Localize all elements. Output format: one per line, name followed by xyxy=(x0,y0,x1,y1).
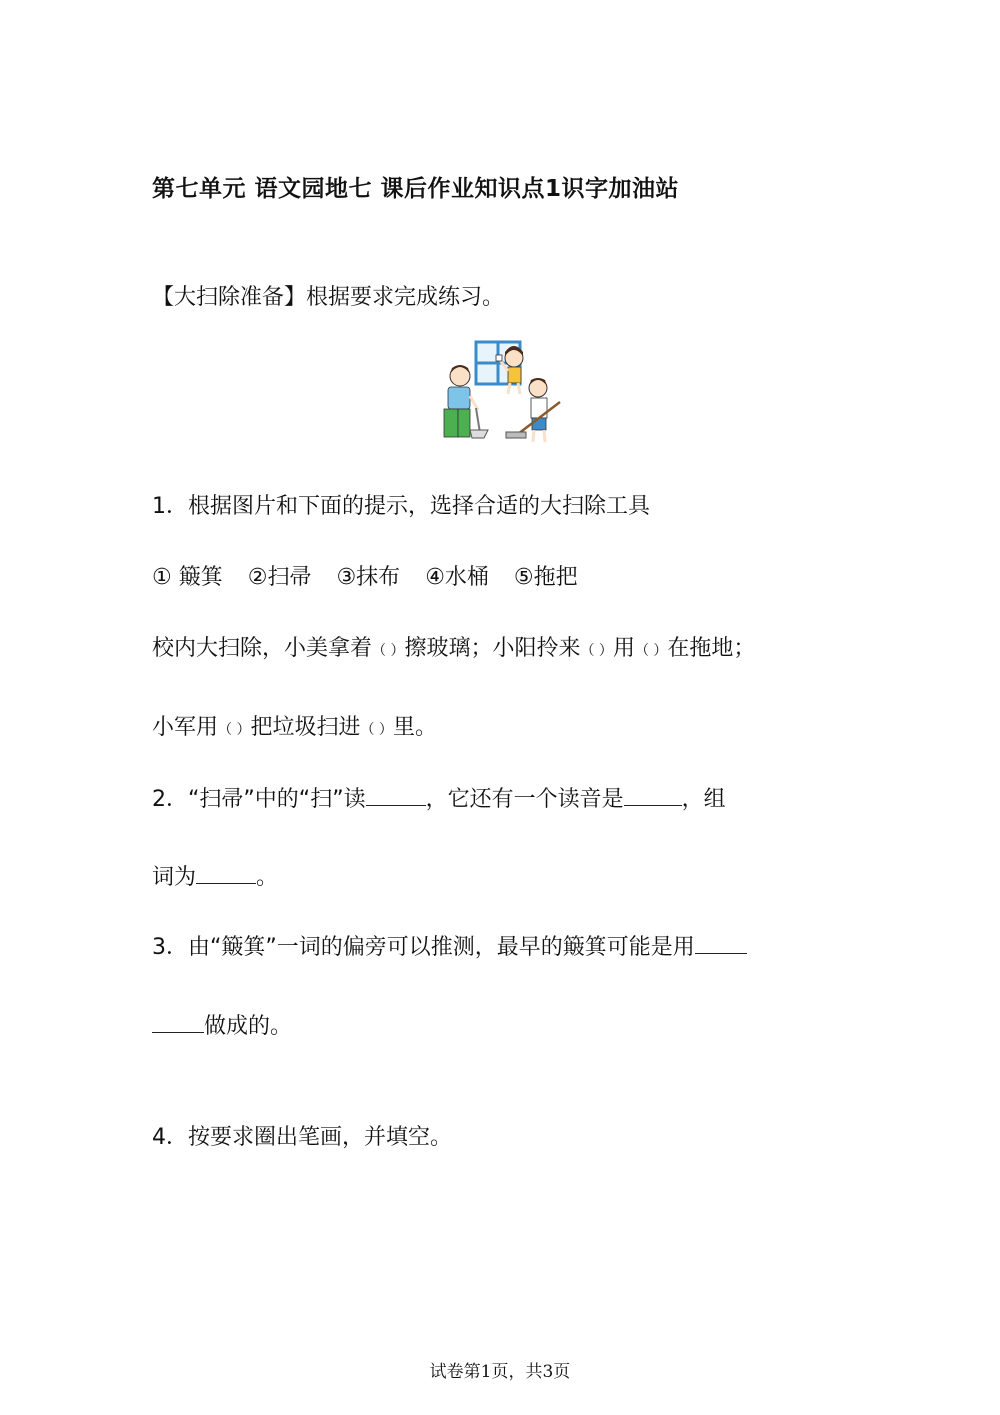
question-text: 3．由“簸箕”一词的偏旁可以推测，最早的簸箕可能是用 xyxy=(152,935,695,960)
answer-paren[interactable]: （ ） xyxy=(634,643,668,659)
answer-blank[interactable] xyxy=(695,933,747,954)
tool-option: ②扫帚 xyxy=(247,565,312,590)
sentence-text: 校内大扫除，小美拿着 xyxy=(152,636,373,661)
question-text: 。 xyxy=(256,865,279,890)
page-footer: 试卷第1页，共3页 xyxy=(429,1362,571,1382)
answer-blank[interactable] xyxy=(152,1012,204,1033)
page-title: 第七单元 语文园地七 课后作业知识点1识字加油站 xyxy=(152,176,680,202)
question-2-cont xyxy=(152,863,278,893)
tool-options xyxy=(152,563,578,593)
question-3-cont xyxy=(152,1012,292,1042)
question-text: ，它还有一个读音是 xyxy=(425,787,624,812)
q1-sentence-2 xyxy=(152,713,437,745)
answer-paren[interactable]: （ ） xyxy=(218,722,251,738)
tool-option: ④水桶 xyxy=(425,565,489,590)
question-text: 词为 xyxy=(152,865,197,890)
sentence-text: 里。 xyxy=(392,715,437,740)
tool-option: ③抹布 xyxy=(336,565,401,590)
q1-sentence-1 xyxy=(152,634,755,666)
question-text: ，组 xyxy=(681,787,726,812)
answer-blank[interactable] xyxy=(624,785,682,806)
sentence-text: 在拖地； xyxy=(667,636,756,661)
question-3 xyxy=(152,933,747,963)
sentence-text: 把垃圾扫进 xyxy=(250,715,361,740)
question-1: 1．根据图片和下面的提示，选择合适的大扫除工具 xyxy=(152,494,650,519)
answer-paren[interactable]: （ ） xyxy=(580,643,613,659)
answer-blank[interactable] xyxy=(366,785,426,806)
tool-option: ⑤拖把 xyxy=(513,565,578,590)
sentence-text: 用 xyxy=(612,636,635,661)
answer-paren[interactable]: （ ） xyxy=(372,643,405,659)
question-text: 做成的。 xyxy=(204,1014,293,1039)
children-cleaning-illustration xyxy=(430,338,570,448)
tool-option: ① 簸箕 xyxy=(152,565,223,590)
answer-blank[interactable] xyxy=(196,863,256,884)
question-4: 4．按要求圈出笔画，并填空。 xyxy=(152,1125,452,1150)
question-2 xyxy=(152,785,726,815)
sentence-text: 擦玻璃；小阳拎来 xyxy=(404,636,581,661)
question-text: 2．“扫帚”中的“扫”读 xyxy=(152,787,366,812)
answer-paren[interactable]: （ ） xyxy=(360,722,393,738)
intro-instruction: 【大扫除准备】根据要求完成练习。 xyxy=(152,285,505,310)
sentence-text: 小军用 xyxy=(152,715,219,740)
